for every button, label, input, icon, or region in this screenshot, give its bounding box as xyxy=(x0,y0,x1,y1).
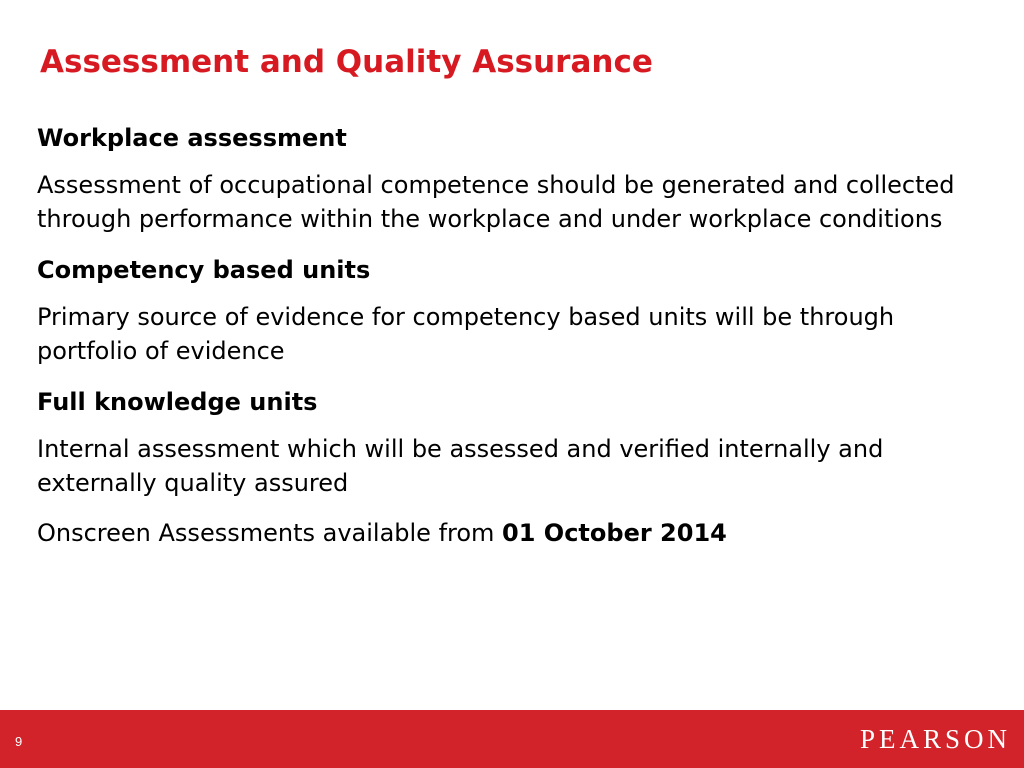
section-text-workplace-assessment: Assessment of occupational competence should be generated and collected through performance within the workplace and under workplace conditions xyxy=(37,171,955,233)
onscreen-assessments-date: 01 October 2014 xyxy=(502,519,727,547)
onscreen-assessments-prefix: Onscreen Assessments available from xyxy=(37,519,503,547)
pearson-logo: PEARSON xyxy=(860,724,1012,754)
page-number: 9 xyxy=(15,734,23,749)
footer-bar xyxy=(0,710,1024,768)
section-heading-competency-based-units: Competency based units xyxy=(37,256,371,284)
slide-content xyxy=(37,120,987,550)
section-text-competency-based-units: Primary source of evidence for competency based units will be through portfolio of evidence xyxy=(37,303,895,365)
section-heading-workplace-assessment: Workplace assessment xyxy=(37,124,347,152)
section-text-full-knowledge-units: Internal assessment which will be assessed and verified internally and externally quality assured xyxy=(37,435,884,497)
onscreen-assessments-line xyxy=(37,516,987,550)
page-title: Assessment and Quality Assurance xyxy=(40,44,653,80)
section-heading-full-knowledge-units: Full knowledge units xyxy=(37,388,318,416)
